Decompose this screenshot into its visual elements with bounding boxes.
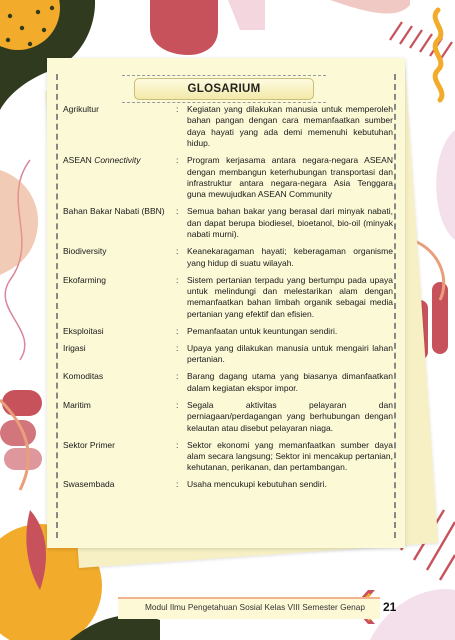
glossary-term: Maritim	[63, 399, 91, 410]
glossary-colon: :	[176, 439, 179, 450]
glossary-term: Sektor Primer	[63, 439, 115, 450]
glossary-entry-agrikultur	[63, 104, 393, 150]
pink-side-shape	[436, 130, 455, 240]
glossary-definition: Upaya yang dilakukan manusia untuk mengairi lahan pertanian.	[187, 342, 393, 365]
glossary-colon: :	[176, 342, 179, 353]
page-footer	[118, 597, 380, 619]
glossary-entry-eksploitasi	[63, 326, 393, 337]
glossary-colon: :	[176, 104, 179, 114]
pink-leaf-shape	[330, 0, 410, 14]
glossary-term: Agrikultur	[63, 104, 99, 114]
glossary-term-italic: Connectivity	[94, 155, 141, 166]
glossary-colon: :	[176, 274, 179, 285]
glossary-colon: :	[176, 371, 179, 382]
red-pill-shape	[4, 448, 42, 470]
title-frame	[122, 75, 326, 103]
glossary-definition: Barang dagang utama yang biasanya dimanfaatkan dalam kegiatan ekspor impor.	[187, 371, 393, 393]
glossary-list	[63, 104, 393, 496]
glossary-entry-asean-connectivity	[63, 155, 393, 201]
pink-leaf-shape	[370, 589, 455, 640]
glossary-definition: Keanekaragaman hayati; keberagaman organisme yang hidup di suatu wilayah.	[187, 246, 393, 268]
glossary-colon: :	[176, 399, 179, 410]
glossary-definition: Program kerjasama antara negara-negara ASEAN dengan membangun keterhubungan transportasi dan infrastruktur antara negara-negara Asia Tenggara guna mewujudkan ASEAN Community	[187, 155, 393, 200]
glossary-term: Biodiversity	[63, 246, 107, 257]
glossary-term: Komoditas	[63, 371, 104, 382]
glossary-entry-ekofarming	[63, 275, 393, 321]
red-pill-shape	[2, 390, 42, 416]
glossary-colon: :	[176, 155, 179, 166]
glossary-colon: :	[176, 325, 179, 336]
red-arch-shape	[150, 0, 218, 55]
glossary-definition: Sistem pertanian terpadu yang bertumpu pada upaya untuk melindungi dan melestarikan alam dengan memanfaatkan bahan limbah organik sebagai media pertanian yang efektif dan efisien.	[187, 274, 393, 319]
glossary-term: Ekofarming	[63, 274, 106, 285]
glossary-definition: Usaha mencukupi kebutuhan sendiri.	[187, 479, 327, 490]
pink-arch-shape	[228, 0, 265, 30]
glossary-definition: Segala aktivitas pelayaran dan perniagaan/perdagangan yang berhubungan dengan kelautan atau disebut pelayaran niaga.	[187, 399, 393, 433]
glossary-entry-biodiversity	[63, 246, 393, 269]
glossary-colon: :	[176, 246, 179, 257]
salmon-blob-shape	[0, 170, 38, 275]
glossary-colon: :	[176, 479, 179, 490]
orange-squiggle-shape	[435, 10, 442, 100]
stripe-pattern-top-right	[390, 22, 452, 60]
glossary-entry-maritim	[63, 400, 393, 434]
glossary-term: Eksploitasi	[63, 325, 104, 336]
footer-accent-bar	[118, 597, 380, 599]
glossary-entry-irigasi	[63, 343, 393, 366]
glossary-term: Irigasi	[63, 342, 86, 353]
red-capsule-shape	[432, 282, 448, 354]
glossary-term: Bahan Bakar Nabati (BBN)	[63, 206, 165, 217]
glossary-entry-bbn	[63, 206, 393, 240]
glossary-term: Swasembada	[63, 479, 115, 490]
page-number: 21	[383, 600, 397, 614]
glossary-term	[63, 155, 176, 201]
glossary-definition: Pemanfaatan untuk keuntungan sendiri.	[187, 325, 338, 336]
glossary-term-plain: ASEAN	[63, 155, 95, 166]
glossary-definition: Kegiatan yang dilakukan manusia untuk memperoleh bahan pangan dengan cara memanfaatkan sumber daya hayati yang ada demi memenuhi kebutuhan hidup.	[187, 104, 393, 149]
glossary-entry-swasembada	[63, 479, 393, 490]
glossary-definition: Semua bahan bakar yang berasal dari minyak nabati, dan dapat berupa biodiesel, bioetanol, bio-oil (minyak nabati murni).	[187, 206, 393, 240]
glossary-entry-sektor-primer	[63, 440, 393, 474]
glossary-entry-komoditas	[63, 371, 393, 394]
page-title: GLOSARIUM	[134, 78, 314, 100]
glossary-colon: :	[176, 206, 179, 217]
glossary-definition: Sektor ekonomi yang memanfaatkan sumber daya alam secara langsung; Sektor ini mencakup pertanian, kehutanan, perikanan, dan pertambangan.	[187, 439, 393, 473]
footer-module-title: Modul Ilmu Pengetahuan Sosial Kelas VIII Semester Genap	[145, 602, 365, 612]
